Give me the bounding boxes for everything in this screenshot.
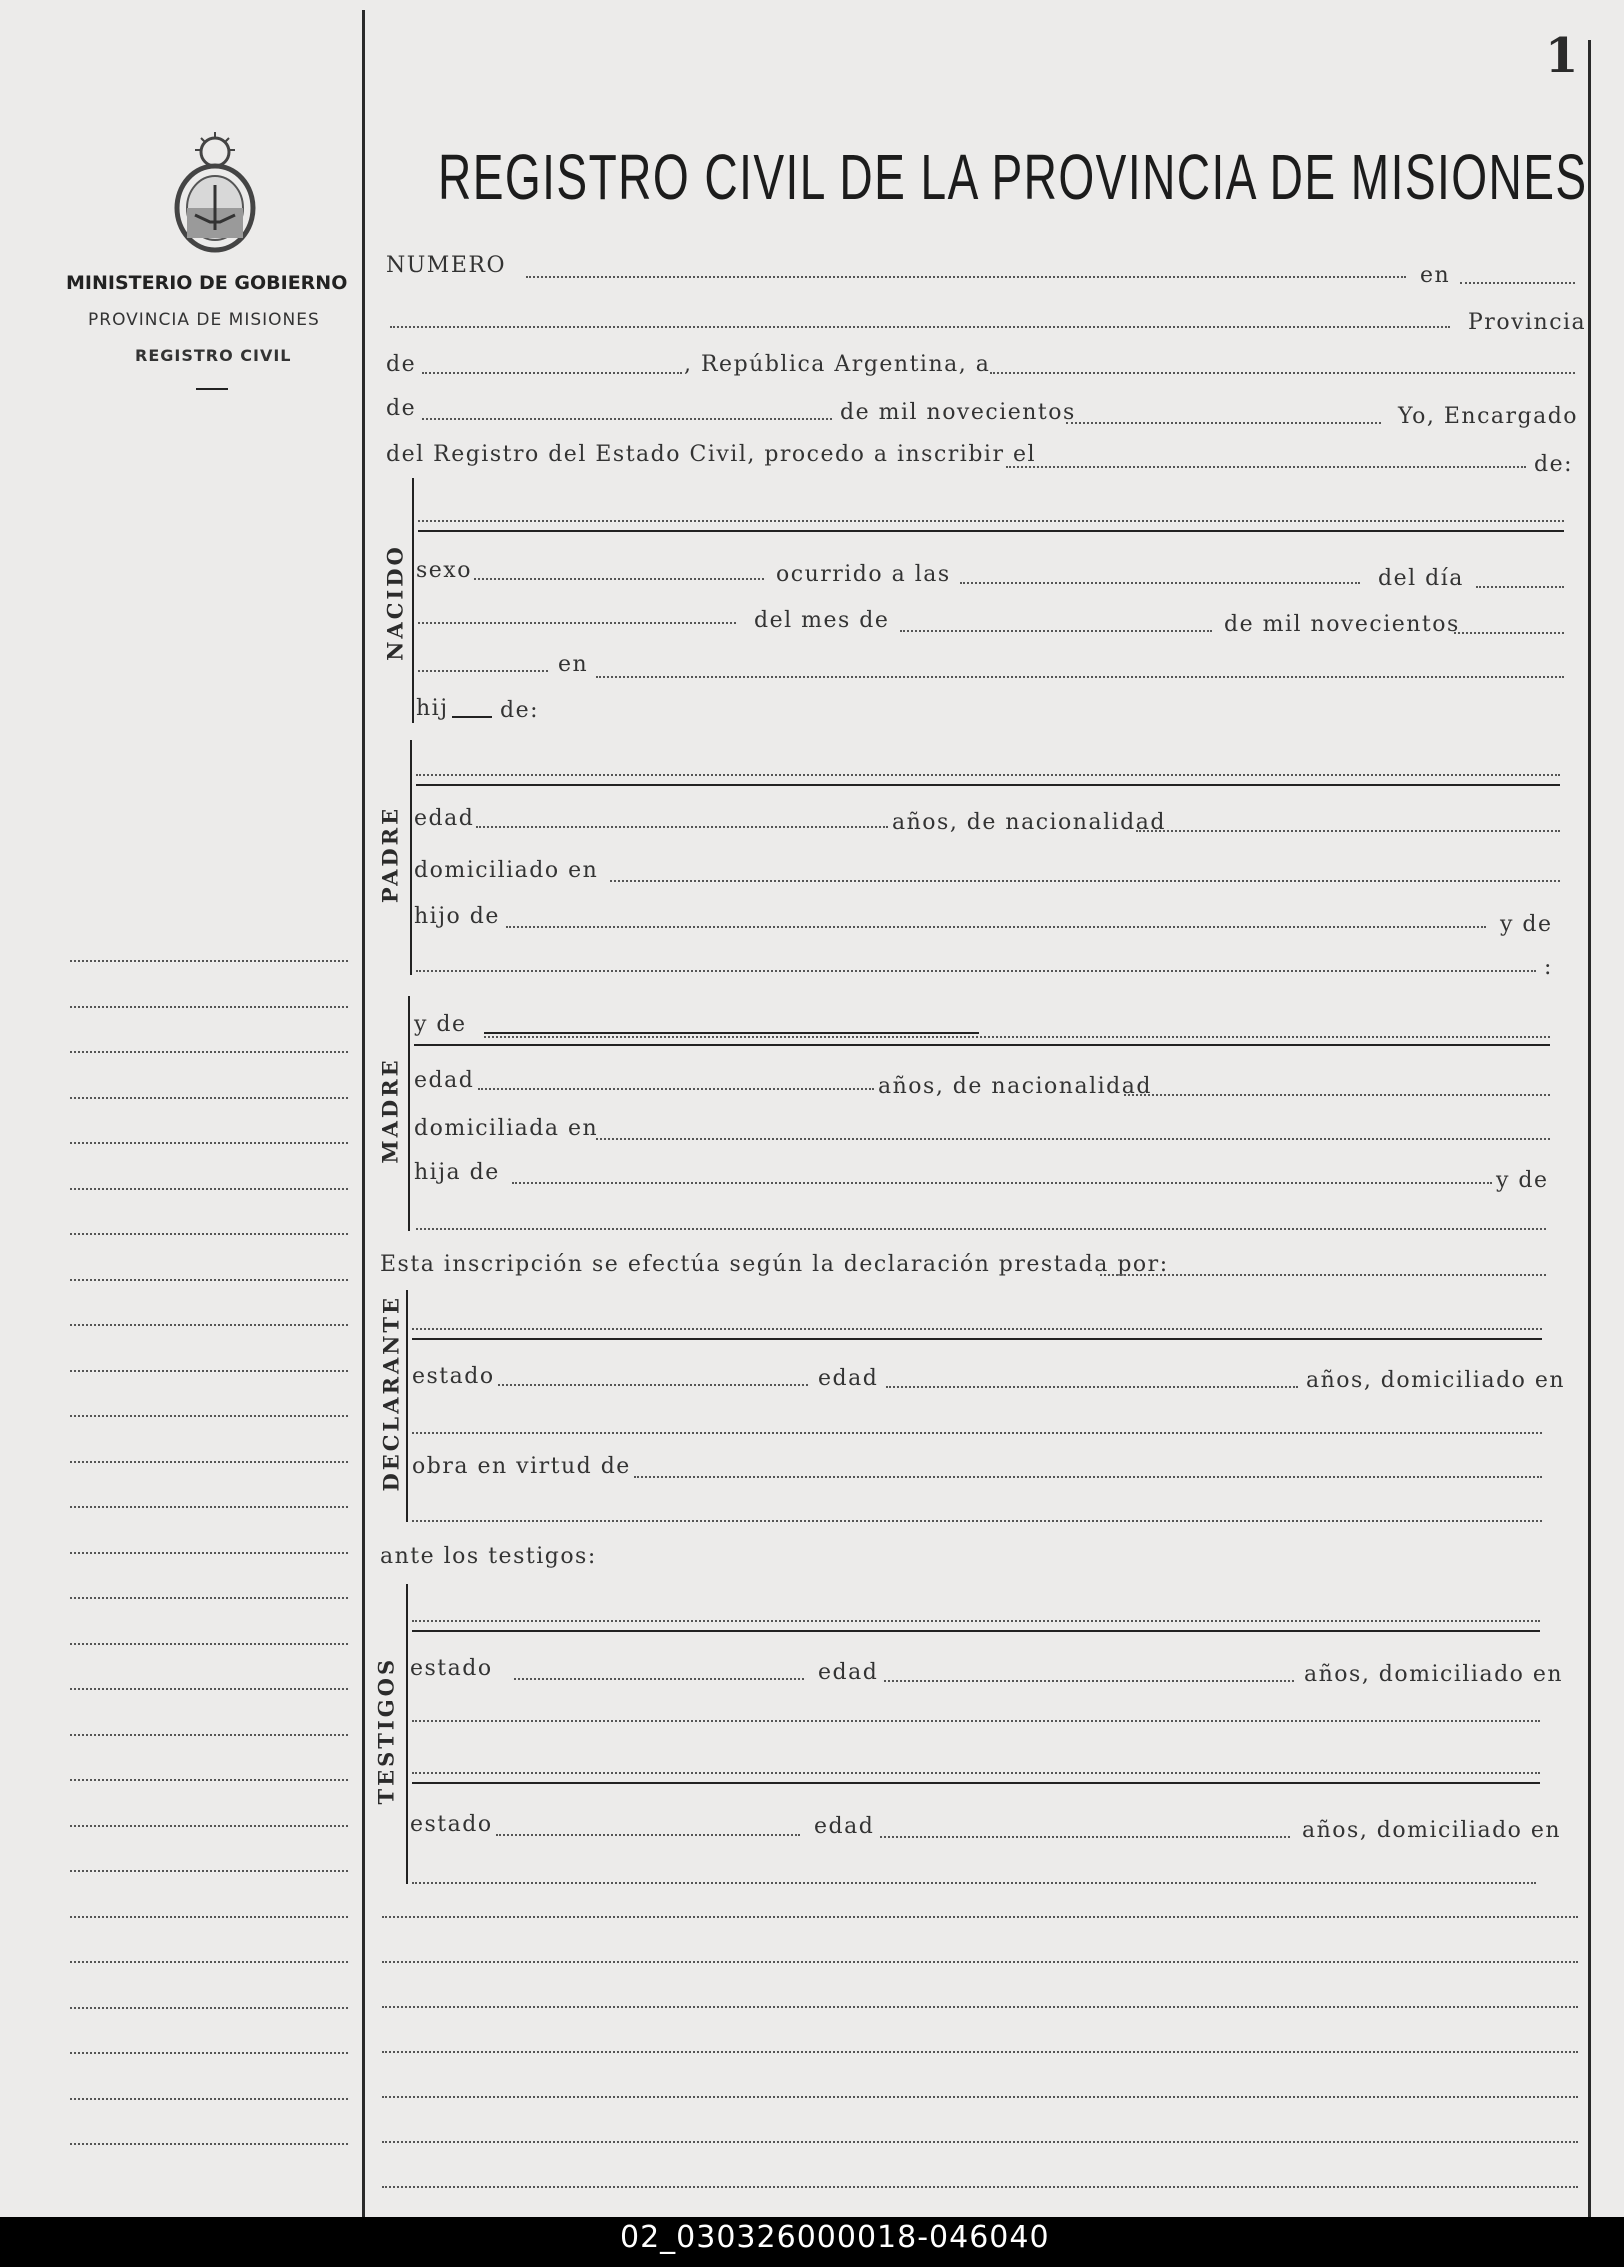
testigo1-estado-field[interactable] [514,1678,804,1680]
notes-line[interactable] [382,1961,1578,1963]
margin-note-line[interactable] [70,1142,348,1144]
nacido-de-mil-label: de mil novecientos [1224,612,1460,637]
margin-note-line[interactable] [70,1370,348,1372]
margin-note-line[interactable] [70,1051,348,1053]
testigo1-edad-label: edad [818,1660,879,1685]
ministry-label: MINISTERIO DE GOBIERNO [66,272,348,294]
nacido-section-label: NACIDO [382,544,408,661]
margin-note-line[interactable] [70,1415,348,1417]
padre-colon: : [1544,955,1553,980]
declaracion-intro: Esta inscripción se efectúa según la declaración prestada por: [380,1252,1169,1277]
del-dia-label: del día [1378,566,1464,591]
en-field[interactable] [1460,282,1575,284]
margin-note-line[interactable] [70,1324,348,1326]
obra-label: obra en virtud de [412,1454,631,1479]
margin-note-line[interactable] [70,1006,348,1008]
month-field[interactable] [422,418,832,420]
margin-note-line[interactable] [70,2143,348,2145]
testigos-section-label: TESTIGOS [373,1656,399,1805]
margin-note-line[interactable] [70,1870,348,1872]
declarante-edad-field[interactable] [886,1386,1298,1388]
margin-note-line[interactable] [70,1825,348,1827]
testigo1-edad-field[interactable] [884,1680,1294,1682]
padre-rule [416,784,1560,786]
declarante-rule [412,1338,1542,1340]
sexo-label: sexo [416,558,472,583]
testigo1-domicilio-field[interactable] [412,1720,1540,1722]
padre-padre-field[interactable] [506,926,1486,928]
declarante-anos-label: años, domiciliado en [1306,1368,1566,1393]
acta-field[interactable] [1006,466,1526,468]
numero-label: NUMERO [386,253,506,278]
margin-note-line[interactable] [70,1461,348,1463]
notes-line[interactable] [382,2051,1578,2053]
margin-note-line[interactable] [70,1097,348,1099]
nacido-en-label: en [558,652,589,677]
date-field[interactable] [990,372,1575,374]
madre-bracket [408,996,410,1231]
nacido-name-field[interactable] [418,520,1564,522]
padre-name-field[interactable] [416,774,1560,776]
ocurrido-label: ocurrido a las [776,562,951,587]
margin-note-line[interactable] [70,1688,348,1690]
declarante-estado-field[interactable] [498,1384,808,1386]
padre-section-label: PADRE [377,805,403,904]
declarante-estado-label: estado [412,1364,495,1389]
mes-field[interactable] [900,630,1212,632]
nacido-rule [418,530,1564,532]
margin-note-line[interactable] [70,1506,348,1508]
sexo-field[interactable] [474,578,764,580]
testigo2-estado-field[interactable] [496,1834,800,1836]
place-field[interactable] [390,326,1450,328]
notes-line[interactable] [382,1916,1578,1918]
margin-note-line[interactable] [70,2052,348,2054]
declarante-by-field[interactable] [1100,1274,1546,1276]
padre-y-de-label: y de [1500,912,1553,937]
madre-padre-field[interactable] [512,1182,1492,1184]
domiciliado-label: domiciliado en [414,858,599,883]
hij-label: hij [416,696,449,721]
province-label: PROVINCIA DE MISIONES [88,310,320,330]
header-divider [196,388,228,390]
declarante-name-field[interactable] [412,1328,1542,1330]
madre-name-underline [484,1032,979,1034]
madre-section-label: MADRE [377,1057,403,1164]
padre-edad-label: edad [414,806,475,831]
testigos-bracket [406,1584,408,1884]
margin-note-line[interactable] [70,1188,348,1190]
margin-note-line[interactable] [70,1279,348,1281]
document-id: 02_030326000018-046040 [620,2220,1050,2255]
margin-note-line[interactable] [70,1916,348,1918]
margin-note-line[interactable] [70,1233,348,1235]
margin-note-line[interactable] [70,1552,348,1554]
declarante-bracket [406,1290,408,1522]
testigo2-name-field[interactable] [412,1772,1540,1774]
domiciliada-label: domiciliada en [414,1116,599,1141]
dia-field[interactable] [1476,586,1564,588]
padre-domicilio-field[interactable] [610,880,1560,882]
testigo1-name-field[interactable] [412,1620,1540,1622]
hora-cont-field[interactable] [418,670,548,672]
republica-label: , República Argentina, a [684,352,991,377]
yo-encargado-label: Yo, Encargado [1398,404,1579,429]
de-mil-label: de mil novecientos [840,400,1076,425]
madre-name-field[interactable] [484,1036,1550,1038]
testigo2-edad-field[interactable] [880,1836,1290,1838]
madre-madre-field[interactable] [416,1228,1546,1230]
declarante-edad-label: edad [818,1366,879,1391]
nacido-year-field[interactable] [1454,632,1564,634]
hij-de-label: de: [500,698,540,723]
padre-edad-field[interactable] [476,826,888,828]
declarante-domicilio-field[interactable] [412,1432,1542,1434]
testigo1-estado-label: estado [410,1656,493,1681]
madre-edad-label: edad [414,1068,475,1093]
declarante-section-label: DECLARANTE [378,1294,404,1492]
testigos-intro: ante los testigos: [380,1544,597,1569]
notes-line[interactable] [382,2186,1578,2188]
margin-note-line[interactable] [70,2098,348,2100]
margin-note-line[interactable] [70,1643,348,1645]
provincia-label: Provincia [1468,310,1587,335]
margin-note-line[interactable] [70,960,348,962]
madre-domicilio-field[interactable] [596,1138,1550,1140]
obra-cont-field[interactable] [412,1520,1542,1522]
obra-field[interactable] [634,1476,1542,1478]
padre-madre-field[interactable] [416,970,1536,972]
registro-label: del Registro del Estado Civil, procedo a inscribir el [386,442,1037,467]
padre-anos-label: años, de nacionalidad [892,810,1166,835]
hora-field[interactable] [960,582,1360,584]
testigo2-edad-label: edad [814,1814,875,1839]
madre-anos-label: años, de nacionalidad [878,1074,1152,1099]
numero-field[interactable] [526,276,1406,278]
testigo2-domicilio-field[interactable] [412,1882,1536,1884]
lugar-field[interactable] [596,676,1564,678]
madre-y-de-label: y de [1496,1168,1549,1193]
testigo1-anos-label: años, domiciliado en [1304,1662,1564,1687]
hij-ending-field[interactable] [452,716,492,718]
madre-edad-field[interactable] [478,1088,874,1090]
madre-rule [414,1044,1550,1046]
testigo1-rule [412,1630,1540,1632]
right-edge-line [1588,40,1591,2220]
year-field[interactable] [1066,422,1381,424]
madre-nacionalidad-field[interactable] [1124,1094,1550,1096]
de-label-2: de [386,396,417,421]
province-field[interactable] [422,372,682,374]
notes-line[interactable] [382,2141,1578,2143]
testigo2-rule [412,1782,1540,1784]
page-number: 1 [1545,28,1579,84]
hija-de-label: hija de [414,1160,500,1185]
testigo2-anos-label: años, domiciliado en [1302,1818,1562,1843]
margin-note-line[interactable] [70,1961,348,1963]
padre-bracket [410,740,412,975]
padre-nacionalidad-field[interactable] [1136,830,1560,832]
notes-line[interactable] [382,2096,1578,2098]
margin-line [362,10,365,2220]
margin-note-line[interactable] [70,1597,348,1599]
nacido-bracket [412,478,414,723]
margin-note-line[interactable] [70,1734,348,1736]
hijo-de-label: hijo de [414,904,500,929]
notes-line[interactable] [382,2006,1578,2008]
margin-note-line[interactable] [70,2007,348,2009]
del-mes-label: del mes de [754,608,890,633]
office-label: REGISTRO CIVIL [135,346,292,365]
madre-y-de-top-label: y de [414,1012,467,1037]
margin-note-line[interactable] [70,1779,348,1781]
de-label-1: de [386,352,417,377]
dia-cont-field[interactable] [418,622,736,624]
testigo2-estado-label: estado [410,1812,493,1837]
page-title: REGISTRO CIVIL DE LA PROVINCIA DE MISIONES [438,141,1588,213]
de-colon-label: de: [1534,452,1574,477]
escudo-argentina-icon [165,130,265,264]
en-label: en [1420,263,1451,288]
